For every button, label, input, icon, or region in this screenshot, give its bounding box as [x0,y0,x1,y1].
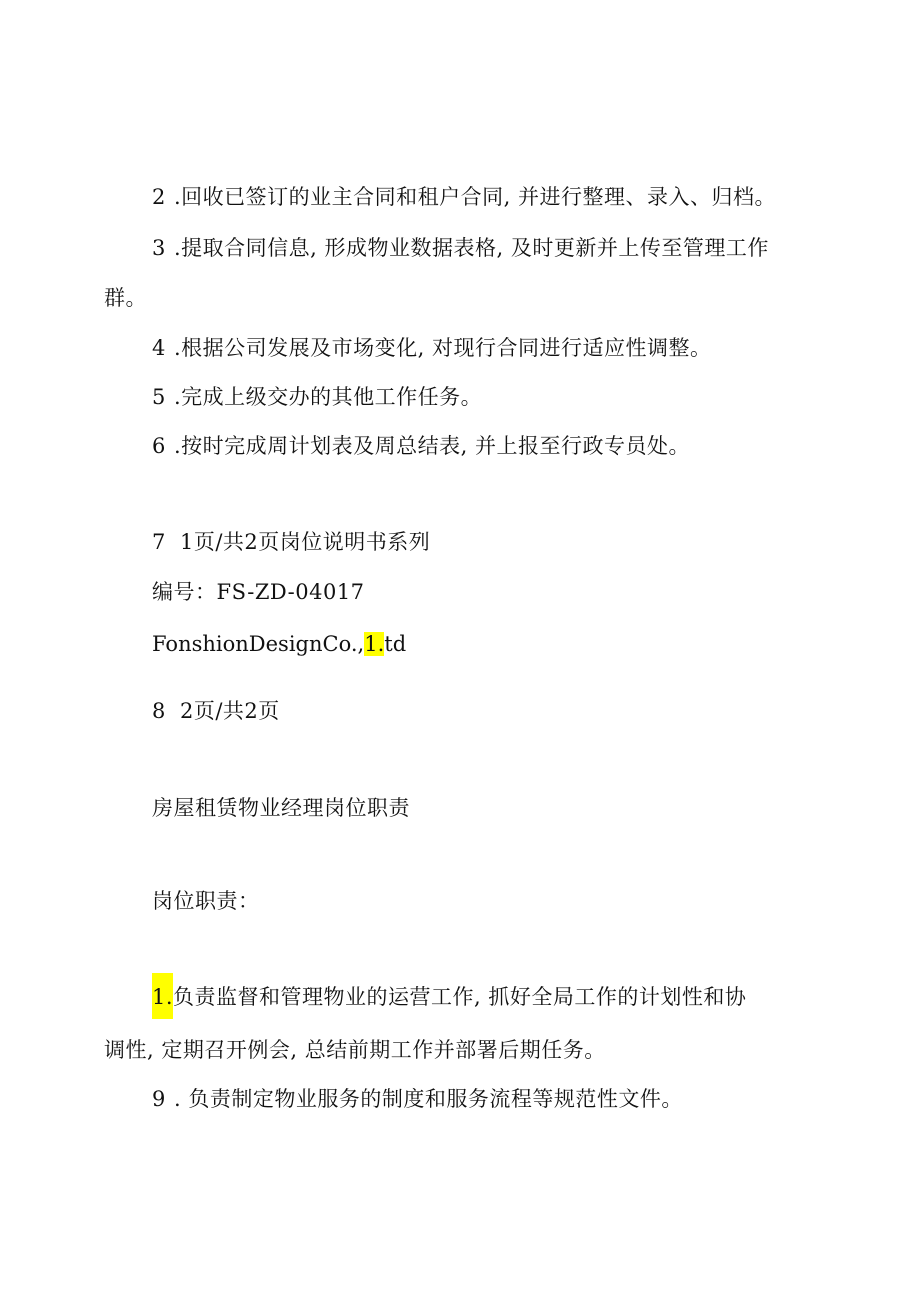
company-name-suffix: td [384,632,407,656]
item-number: 3 [152,236,166,260]
list-item-2 [152,183,776,211]
page-footer-2 [152,697,280,725]
list-item-5 [152,383,482,411]
item-text: .回收已签订的业主合同和租户合同, 并进行整理、录入、归档。 [174,185,777,209]
list-item-6 [152,432,690,460]
item-number: 9 [152,1087,166,1111]
item-number: 2 [152,185,166,209]
company-name [152,630,406,658]
item-number: 5 [152,385,166,409]
list-item-4 [152,334,712,362]
list-item-1-continuation: 调性, 定期召开例会, 总结前期工作并部署后期任务。 [104,1038,606,1062]
item-number: 8 [152,699,166,723]
item-number: 7 [152,530,166,554]
item-text: 负责监督和管理物业的运营工作, 抓好全局工作的计划性和协 [173,985,747,1009]
footer-text: 1页/共2页岗位说明书系列 [180,530,431,554]
item-text: .完成上级交办的其他工作任务。 [174,385,483,409]
page-footer-1 [152,528,430,556]
item-number: 6 [152,434,166,458]
item-text: .根据公司发展及市场变化, 对现行合同进行适应性调整。 [174,336,712,360]
item-text: . 负责制定物业服务的制度和服务流程等规范性文件。 [174,1087,683,1111]
document-title: 房屋租赁物业经理岗位职责 [152,796,410,820]
list-item-3-continuation: 群。 [104,286,147,310]
list-item-1 [152,983,746,1019]
item-text: .提取合同信息, 形成物业数据表格, 及时更新并上传至管理工作 [174,236,769,260]
item-text: .按时完成周计划表及周总结表, 并上报至行政专员处。 [174,434,691,458]
section-heading: 岗位职责： [152,889,260,913]
list-item-3 [152,234,769,262]
list-item-9 [152,1085,683,1113]
company-name-prefix: FonshionDesignCo., [152,632,365,656]
highlighted-text: 1. [364,632,385,656]
highlighted-text: 1. [152,973,173,1019]
document-code: 编号：FS-ZD-04017 [152,580,365,604]
footer-text: 2页/共2页 [180,699,280,723]
item-number: 4 [152,336,166,360]
